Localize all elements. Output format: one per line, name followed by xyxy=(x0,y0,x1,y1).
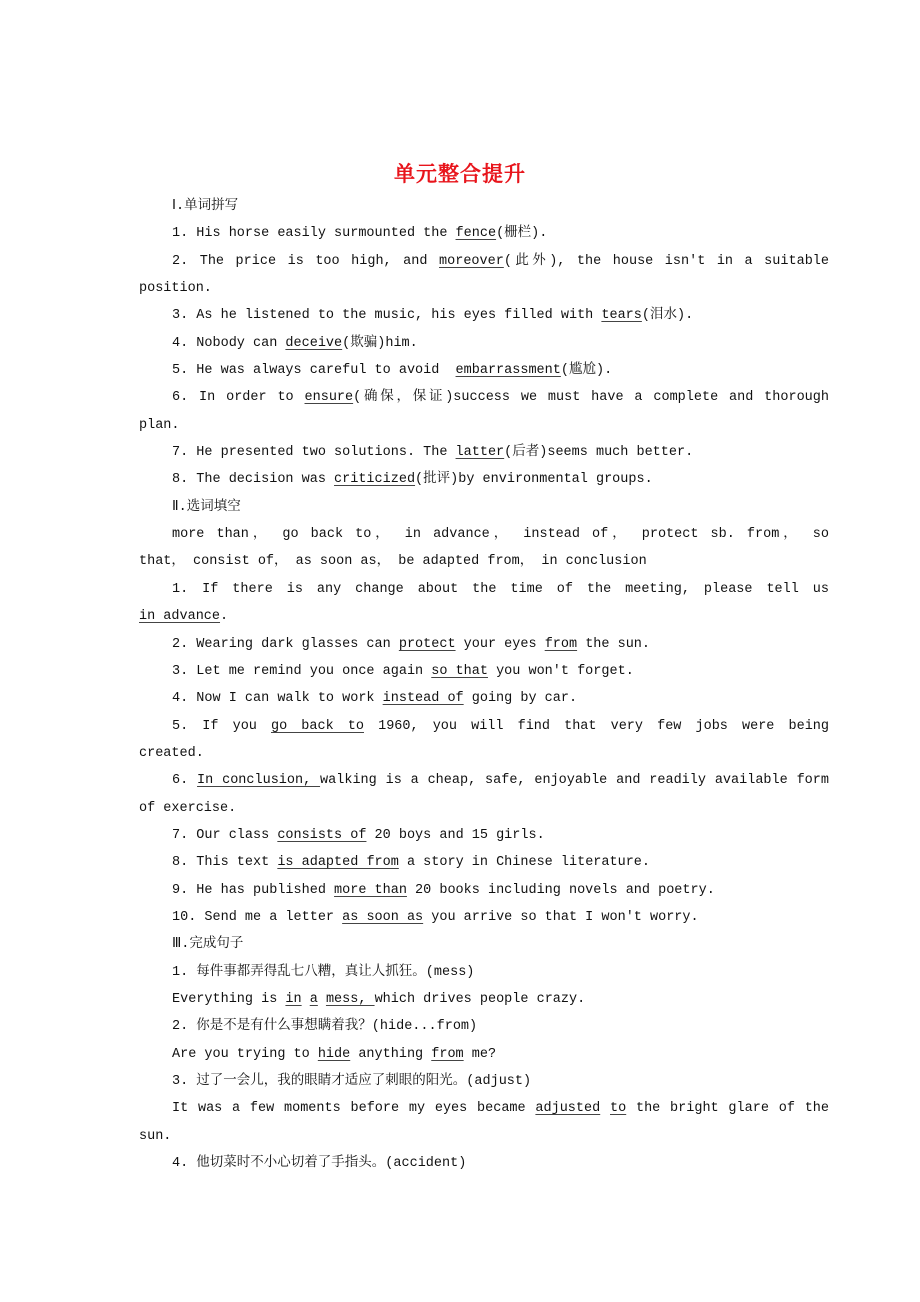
text-line xyxy=(139,603,829,630)
paragraph xyxy=(139,439,829,466)
text-segment: 2. The price is too high, and xyxy=(172,253,440,269)
paragraph xyxy=(139,248,829,303)
paragraph xyxy=(139,357,829,384)
text-line xyxy=(139,1041,829,1068)
text-line xyxy=(139,904,829,931)
text-segment: (此外), the house isn't in a suitable xyxy=(503,253,829,269)
text-segment: 2. Wearing dark glasses can xyxy=(172,636,399,652)
text-line xyxy=(139,877,829,904)
answer-text: instead of xyxy=(382,691,464,707)
text-segment: 6. In order to xyxy=(172,390,305,406)
text-segment: going by car. xyxy=(463,691,578,707)
text-line xyxy=(139,302,829,329)
text-line xyxy=(139,384,829,411)
text-line xyxy=(139,795,829,822)
text-segment: plan. xyxy=(139,417,180,433)
text-line xyxy=(139,959,829,986)
text-line xyxy=(139,494,829,521)
text-segment: 7. Our class xyxy=(172,827,278,843)
paragraph xyxy=(139,877,829,904)
text-segment: 1. If there is any change about the time of the meeting, please tell us xyxy=(172,581,829,597)
text-segment: 20 boys and 15 girls. xyxy=(366,827,545,843)
answer-text: mess, xyxy=(325,991,375,1007)
text-line xyxy=(139,275,829,302)
paragraph xyxy=(139,931,829,958)
paragraph xyxy=(139,1095,829,1150)
text-line xyxy=(139,357,829,384)
text-line xyxy=(139,685,829,712)
paragraph xyxy=(139,849,829,876)
text-segment: (后者)seems much better. xyxy=(504,445,694,461)
text-segment: . xyxy=(220,609,229,625)
text-line xyxy=(139,576,829,603)
answer-text: fence xyxy=(455,226,497,242)
answer-text: hide xyxy=(317,1046,351,1062)
text-segment: a story in Chinese literature. xyxy=(398,855,651,871)
paragraph xyxy=(139,713,829,768)
text-segment: the sun. xyxy=(577,636,651,652)
paragraph xyxy=(139,576,829,631)
text-segment: 3. As he listened to the music, his eyes filled with xyxy=(172,308,602,324)
text-line xyxy=(139,439,829,466)
text-segment: 1. His horse easily surmounted the xyxy=(172,226,456,242)
answer-text: In conclusion, xyxy=(197,773,321,789)
paragraph xyxy=(139,466,829,493)
text-segment: me? xyxy=(463,1046,497,1062)
text-segment: you won't forget. xyxy=(487,663,634,679)
text-segment: Ⅰ.单词拼写 xyxy=(172,199,239,214)
text-segment: the bright glare of the xyxy=(626,1101,829,1117)
answer-text: from xyxy=(544,636,578,652)
text-line xyxy=(139,248,829,275)
text-segment: 3. Let me remind you once again xyxy=(172,663,432,679)
paragraph xyxy=(139,193,829,220)
document-body xyxy=(139,193,829,1177)
paragraph xyxy=(139,658,829,685)
answer-text: as soon as xyxy=(342,909,424,925)
text-segment: 4. Nobody can xyxy=(172,335,286,351)
paragraph xyxy=(139,1068,829,1095)
paragraph xyxy=(139,904,829,931)
text-segment: which drives people crazy. xyxy=(374,991,586,1007)
text-segment: more than， go back to， in advance， instead of， protect sb. from， so xyxy=(172,527,829,543)
text-segment: position. xyxy=(139,281,212,297)
answer-text: moreover xyxy=(439,253,504,269)
text-segment xyxy=(600,1101,610,1116)
answer-text: so that xyxy=(431,663,488,679)
answer-text: is adapted from xyxy=(277,855,399,871)
text-segment: 6. xyxy=(172,773,198,789)
paragraph xyxy=(139,302,829,329)
answer-text: a xyxy=(309,991,318,1007)
text-line xyxy=(139,631,829,658)
text-segment: (栅栏). xyxy=(496,226,548,242)
paragraph xyxy=(139,767,829,822)
text-line xyxy=(139,767,829,794)
text-segment: 9. He has published xyxy=(172,882,335,898)
text-line xyxy=(139,1095,829,1122)
text-segment: (尴尬). xyxy=(560,363,613,379)
text-segment: Everything is xyxy=(172,991,286,1007)
paragraph xyxy=(139,220,829,247)
text-segment: (欺骗)him. xyxy=(342,335,418,351)
text-segment: that， consist of， as soon as， be adapted from， in conclusion xyxy=(139,554,647,570)
text-segment: It was a few moments before my eyes became xyxy=(172,1101,536,1117)
text-segment: 20 books including novels and poetry. xyxy=(406,882,715,898)
paragraph xyxy=(139,384,829,439)
text-segment xyxy=(302,992,310,1007)
text-segment: 4. 他切菜时不小心切着了手指头。(accident) xyxy=(172,1156,467,1172)
text-line xyxy=(139,548,829,575)
text-line xyxy=(139,1068,829,1095)
text-line xyxy=(139,521,829,548)
text-line xyxy=(139,1123,829,1150)
text-segment: 1960, you will find that very few jobs were being xyxy=(364,718,829,734)
text-segment: 7. He presented two solutions. The xyxy=(172,445,456,461)
text-segment: walking is a cheap, safe, enjoyable and readily available form xyxy=(320,773,829,789)
answer-text: criticized xyxy=(334,472,416,488)
text-segment: (批评)by environmental groups. xyxy=(415,472,653,488)
text-line xyxy=(139,849,829,876)
paragraph xyxy=(139,631,829,658)
text-segment xyxy=(318,992,326,1007)
text-line xyxy=(139,713,829,740)
text-segment: 3. 过了一会儿，我的眼睛才适应了刺眼的阳光。(adjust) xyxy=(172,1074,532,1089)
text-segment: (泪水). xyxy=(641,308,694,324)
text-segment: you arrive so that I won't worry. xyxy=(423,909,699,925)
paragraph xyxy=(139,959,829,986)
answer-text: in xyxy=(285,991,302,1007)
text-line xyxy=(139,193,829,220)
paragraph xyxy=(139,521,829,576)
answer-text: tears xyxy=(601,308,642,324)
text-line xyxy=(139,1150,829,1177)
text-segment: Ⅲ.完成句子 xyxy=(172,937,244,953)
text-segment: (确保，保证)success we must have a complete and thorough xyxy=(353,390,829,406)
text-line xyxy=(139,412,829,439)
text-segment: anything xyxy=(350,1046,432,1062)
answer-text: in advance xyxy=(139,609,221,625)
answer-text: latter xyxy=(455,445,505,461)
answer-text: from xyxy=(431,1046,464,1062)
text-line xyxy=(139,822,829,849)
text-line xyxy=(139,1013,829,1040)
text-line xyxy=(139,740,829,767)
paragraph xyxy=(139,685,829,712)
text-segment: 8. This text xyxy=(172,855,278,871)
answer-text: go back to xyxy=(271,718,364,734)
text-segment: created. xyxy=(139,745,204,761)
paragraph xyxy=(139,1150,829,1177)
paragraph xyxy=(139,1013,829,1040)
answer-text: consists of xyxy=(277,827,367,843)
text-segment: 1. 每件事都弄得乱七八糟，真让人抓狂。(mess) xyxy=(172,964,475,980)
paragraph xyxy=(139,1041,829,1068)
text-line xyxy=(139,931,829,958)
text-line xyxy=(139,330,829,357)
answer-text: embarrassment xyxy=(455,363,561,379)
answer-text: protect xyxy=(398,636,456,652)
text-line xyxy=(139,466,829,493)
text-segment: your eyes xyxy=(455,636,545,652)
text-segment: Ⅱ.选词填空 xyxy=(172,499,241,515)
text-segment: 4. Now I can walk to work xyxy=(172,691,383,707)
text-segment: 8. The decision was xyxy=(172,472,335,488)
paragraph xyxy=(139,330,829,357)
paragraph xyxy=(139,494,829,521)
answer-text: adjusted xyxy=(535,1101,601,1117)
text-segment: 5. If you xyxy=(172,718,271,734)
paragraph xyxy=(139,822,829,849)
text-segment: sun. xyxy=(139,1128,172,1144)
text-segment: 5. He was always careful to avoid xyxy=(172,363,456,379)
text-segment: 2. 你是不是有什么事想瞒着我？(hide...from) xyxy=(172,1019,478,1035)
text-line xyxy=(139,986,829,1013)
page-title: 单元整合提升 xyxy=(394,161,526,186)
answer-text: to xyxy=(610,1101,627,1117)
text-line xyxy=(139,220,829,247)
paragraph xyxy=(139,986,829,1013)
answer-text: deceive xyxy=(285,335,343,351)
text-segment: 10. Send me a letter xyxy=(172,909,343,925)
text-segment: Are you trying to xyxy=(172,1046,318,1062)
text-segment: of exercise. xyxy=(139,800,237,816)
answer-text: ensure xyxy=(304,390,354,406)
answer-text: more than xyxy=(334,882,407,898)
text-line xyxy=(139,658,829,685)
